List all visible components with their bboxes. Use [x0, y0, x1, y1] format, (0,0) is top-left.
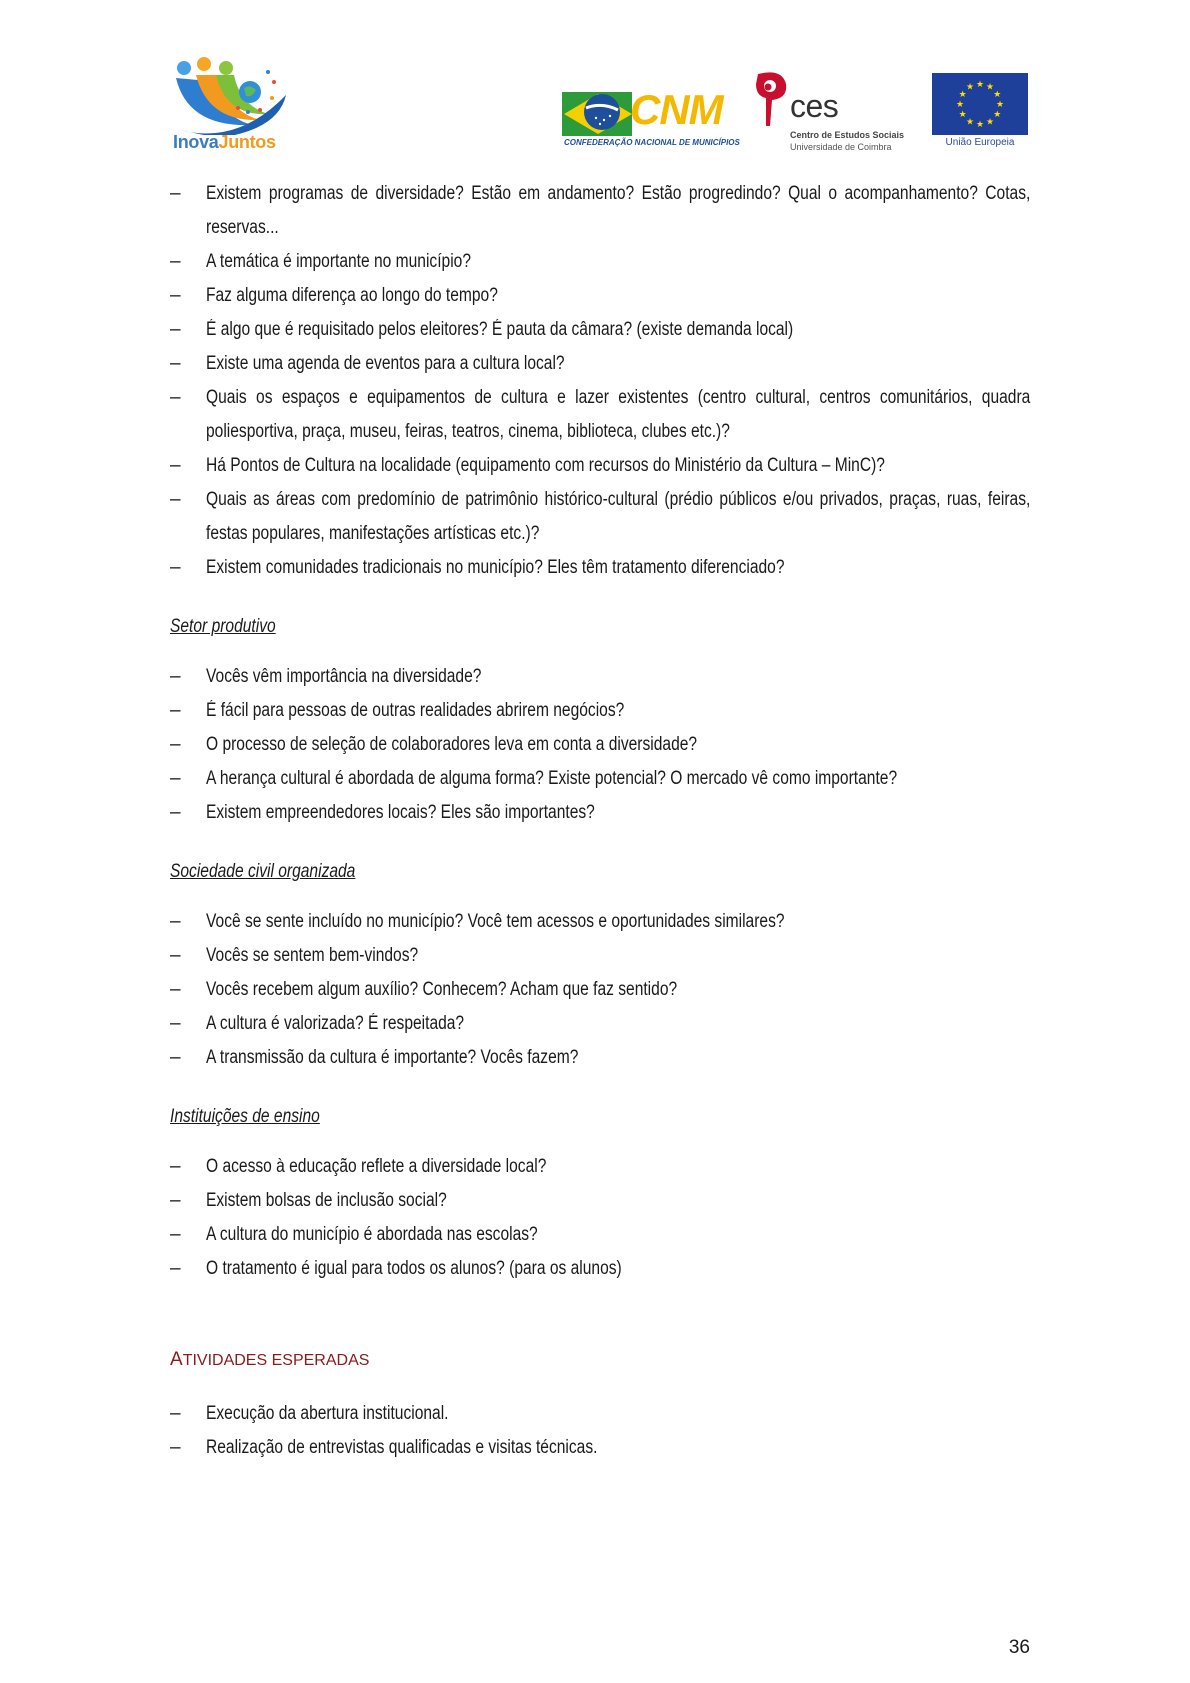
list-dash: – [170, 1190, 181, 1211]
eu-star-icon: ★ [993, 89, 1002, 99]
list-item-text-wrap [206, 660, 1030, 694]
eu-label: União Europeia [945, 137, 1015, 148]
list-item [170, 1150, 1030, 1184]
list-item-text-wrap [206, 483, 1030, 551]
list-item [170, 973, 1030, 1007]
section-heading-rest: TIVIDADES ESPERADAS [182, 1352, 370, 1369]
list-item [170, 796, 1030, 830]
list-item [170, 1041, 1030, 1075]
list-item-text-wrap [206, 1150, 1030, 1184]
bullet-list [170, 1150, 1030, 1286]
list-dash: – [170, 802, 181, 823]
list-item-text: A cultura é valorizada? É respeitada? [206, 1013, 465, 1034]
list-dash: – [170, 666, 181, 687]
list-item [170, 313, 1030, 347]
list-item-text-wrap [206, 796, 1030, 830]
eu-star-icon: ★ [985, 116, 995, 127]
eu-star-icon: ★ [995, 99, 1005, 109]
eu-flag [932, 73, 1028, 135]
list-item-text-wrap [206, 905, 1030, 939]
list-dash: – [170, 911, 181, 932]
list-item-text: Há Pontos de Cultura na localidade (equipamento com recursos do Ministério da Cultura – MinC)? [206, 455, 885, 476]
list-item-text-wrap [206, 1007, 1030, 1041]
list-item-text: É algo que é requisitado pelos eleitores? É pauta da câmara? (existe demanda local) [206, 319, 794, 340]
ces-logo [750, 70, 910, 155]
subsection-heading-text: Instituições de ensino [170, 1106, 320, 1127]
list-item-text: Quais os espaços e equipamentos de cultura e lazer existentes (centro cultural, centros comunitários, quadra poliesportiva, praça, museu, feiras, teatros, cinema, biblioteca, clubes etc.)? [206, 387, 1031, 442]
eu-logo [932, 73, 1028, 153]
ces-wordmark: ces [790, 88, 839, 124]
list-item [170, 177, 1030, 245]
subsection-heading-text: Setor produtivo [170, 616, 276, 637]
eu-star-icon: ★ [965, 81, 975, 92]
list-item [170, 660, 1030, 694]
list-item-text: Realização de entrevistas qualificadas e visitas técnicas. [206, 1437, 598, 1458]
eu-stars-icon [932, 73, 1028, 135]
list-dash: – [170, 768, 181, 789]
list-item-text-wrap [206, 449, 1030, 483]
list-item [170, 939, 1030, 973]
eu-star-icon: ★ [985, 81, 995, 92]
list-dash: – [170, 285, 181, 306]
list-dash: – [170, 319, 181, 340]
eu-star-icon: ★ [965, 116, 975, 127]
list-item [170, 551, 1030, 585]
inovajuntos-wordmark: InovaJuntos [173, 132, 276, 152]
list-item [170, 1218, 1030, 1252]
list-item [170, 694, 1030, 728]
list-item-text-wrap [206, 313, 1030, 347]
subsection-heading [170, 613, 1030, 641]
list-item-text-wrap [206, 1218, 1030, 1252]
bullet-list [170, 660, 1030, 830]
list-item-text: Existem programas de diversidade? Estão em andamento? Estão progredindo? Qual o acompanhamento? Cotas, reservas... [206, 183, 1031, 238]
list-dash: – [170, 1258, 181, 1279]
list-item-text-wrap [206, 245, 1030, 279]
list-item [170, 728, 1030, 762]
ces-university: Universidade de Coimbra [790, 142, 892, 152]
inovajuntos-emblem-icon [168, 50, 298, 135]
eu-star-icon: ★ [958, 89, 967, 99]
section-heading-atividades [170, 1346, 1030, 1375]
cnm-logo [562, 78, 740, 156]
page-number: 36 [1008, 1637, 1030, 1658]
list-dash: – [170, 1403, 181, 1424]
list-item-text-wrap [206, 279, 1030, 313]
list-item-text-wrap [206, 1041, 1030, 1075]
bullet-list [170, 1397, 1030, 1465]
list-item-text-wrap [206, 694, 1030, 728]
list-item-text: A temática é importante no município? [206, 251, 472, 272]
list-dash: – [170, 1156, 181, 1177]
list-item-text: Você se sente incluído no município? Você tem acessos e oportunidades similares? [206, 911, 785, 932]
list-dash: – [170, 945, 181, 966]
list-item-text: Quais as áreas com predomínio de patrimônio histórico-cultural (prédio públicos e/ou privados, praças, ruas, feiras, festas populares, manifestações artísticas etc.)? [206, 489, 1031, 544]
list-item [170, 1007, 1030, 1041]
list-item [170, 905, 1030, 939]
list-item-text-wrap [206, 973, 1030, 1007]
list-dash: – [170, 353, 181, 374]
document-body [170, 175, 1030, 1465]
eu-star-icon: ★ [955, 99, 965, 109]
list-item [170, 279, 1030, 313]
list-item-text-wrap [206, 762, 1030, 796]
bullet-list [170, 177, 1030, 585]
list-dash: – [170, 979, 181, 1000]
list-item-text-wrap [206, 1252, 1030, 1286]
list-item-text-wrap [206, 347, 1030, 381]
bullet-list [170, 905, 1030, 1075]
list-item-text: A transmissão da cultura é importante? Vocês fazem? [206, 1047, 579, 1068]
list-dash: – [170, 557, 181, 578]
list-item-text: Faz alguma diferença ao longo do tempo? [206, 285, 498, 306]
page-header [0, 0, 1190, 175]
list-dash: – [170, 1013, 181, 1034]
cnm-subtitle: CONFEDERAÇÃO NACIONAL DE MUNICÍPIOS [564, 138, 740, 147]
list-item-text: É fácil para pessoas de outras realidades abrirem negócios? [206, 700, 625, 721]
subsection-heading-text: Sociedade civil organizada [170, 861, 356, 882]
eu-star-icon: ★ [975, 79, 985, 89]
list-item-text: O processo de seleção de colaboradores leva em conta a diversidade? [206, 734, 698, 755]
cnm-wordmark: CNM [630, 86, 723, 133]
list-item-text: O tratamento é igual para todos os alunos? (para os alunos) [206, 1258, 622, 1279]
list-dash: – [170, 1047, 181, 1068]
list-item [170, 762, 1030, 796]
list-item [170, 1184, 1030, 1218]
list-item [170, 1397, 1030, 1431]
list-item-text: Execução da abertura institucional. [206, 1403, 449, 1424]
list-item [170, 1252, 1030, 1286]
list-item-text: Existe uma agenda de eventos para a cultura local? [206, 353, 565, 374]
list-item-text: Existem bolsas de inclusão social? [206, 1190, 447, 1211]
subsection-heading [170, 858, 1030, 886]
list-item [170, 347, 1030, 381]
list-dash: – [170, 1437, 181, 1458]
list-dash: – [170, 387, 181, 408]
list-item [170, 483, 1030, 551]
subsection-heading-wrap [170, 1103, 1030, 1131]
list-item [170, 245, 1030, 279]
list-item-text: O acesso à educação reflete a diversidade local? [206, 1156, 547, 1177]
eu-star-icon: ★ [975, 119, 985, 129]
list-dash: – [170, 251, 181, 272]
list-dash: – [170, 1224, 181, 1245]
list-item-text: Vocês vêm importância na diversidade? [206, 666, 482, 687]
list-item-text: Vocês recebem algum auxílio? Conhecem? Acham que faz sentido? [206, 979, 678, 1000]
eu-star-icon: ★ [993, 109, 1002, 119]
subsection-heading [170, 1103, 1030, 1131]
inovajuntos-logo [168, 50, 298, 160]
list-dash: – [170, 734, 181, 755]
list-item-text-wrap [206, 177, 1030, 245]
list-item-text-wrap [206, 1397, 1030, 1431]
list-item-text-wrap [206, 939, 1030, 973]
list-item-text: Existem empreendedores locais? Eles são importantes? [206, 802, 595, 823]
section-heading-initial: A [170, 1349, 183, 1370]
list-item [170, 381, 1030, 449]
list-dash: – [170, 700, 181, 721]
list-item-text-wrap [206, 1184, 1030, 1218]
list-dash: – [170, 455, 181, 476]
list-item-text-wrap [206, 551, 1030, 585]
subsection-heading-wrap [170, 613, 1030, 641]
list-item-text-wrap [206, 1431, 1030, 1465]
list-item-text: Vocês se sentem bem-vindos? [206, 945, 419, 966]
list-item-text-wrap [206, 728, 1030, 762]
ces-name: Centro de Estudos Sociais [790, 130, 905, 140]
list-item-text: Existem comunidades tradicionais no município? Eles têm tratamento diferenciado? [206, 557, 785, 578]
ces-emblem-icon [752, 70, 792, 130]
list-item-text: A cultura do município é abordada nas escolas? [206, 1224, 538, 1245]
list-item [170, 1431, 1030, 1465]
list-item [170, 449, 1030, 483]
list-dash: – [170, 489, 181, 510]
subsection-heading-wrap [170, 858, 1030, 886]
eu-star-icon: ★ [958, 109, 967, 119]
list-item-text-wrap [206, 381, 1030, 449]
list-dash: – [170, 183, 181, 204]
list-item-text: A herança cultural é abordada de alguma forma? Existe potencial? O mercado vê como importante? [206, 768, 898, 789]
